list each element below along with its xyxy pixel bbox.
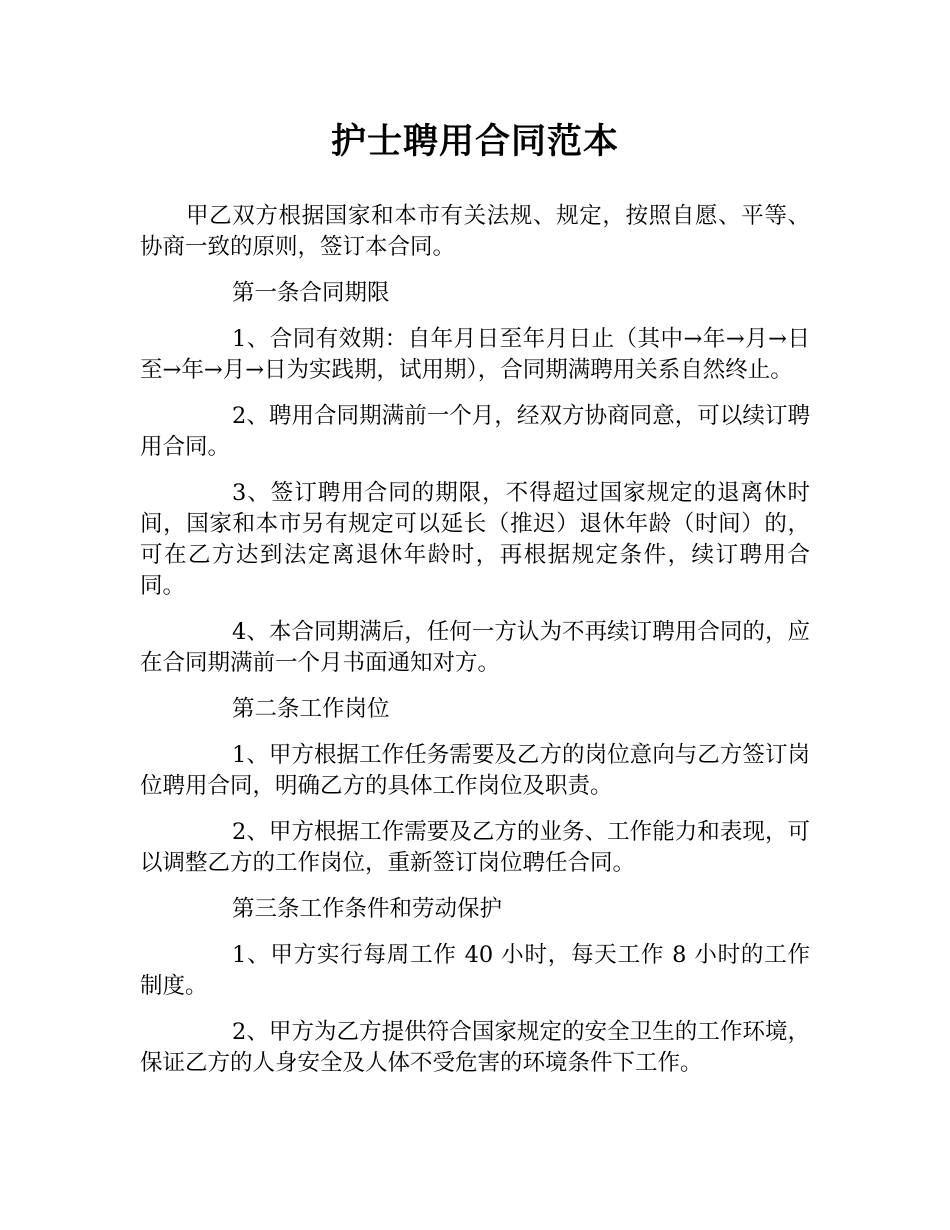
clause-paragraph: 2、聘用合同期满前一个月，经双方协商同意，可以续订聘用合同。 [140,403,810,460]
intro-paragraph: 甲乙双方根据国家和本市有关法规、规定，按照自愿、平等、协商一致的原则，签订本合同。 [140,203,810,260]
clause-paragraph: 1、合同有效期：自年月日至年月日止（其中→年→月→日至→年→月→日为实践期，试用期），合同期满聘用关系自然终止。 [140,326,810,383]
clause-paragraph: 3、签订聘用合同的期限，不得超过国家规定的退离休时间，国家和本市另有规定可以延长（推迟）退休年龄（时间）的，可在乙方达到法定离退休年龄时，再根据规定条件，续订聘用合同。 [140,480,810,599]
document-title: 护士聘用合同范本 [330,122,619,162]
section-heading-1: 第一条合同期限 [232,280,390,306]
clause-paragraph: 1、甲方根据工作任务需要及乙方的岗位意向与乙方签订岗位聘用合同，明确乙方的具体工作岗位及职责。 [140,742,810,799]
clause-paragraph: 1、甲方实行每周工作 40 小时，每天工作 8 小时的工作制度。 [140,942,810,999]
section-heading-2: 第二条工作岗位 [232,696,390,722]
clause-paragraph: 4、本合同期满后，任何一方认为不再续订聘用合同的，应在合同期满前一个月书面通知对方。 [140,619,810,676]
section-heading-3: 第三条工作条件和劳动保护 [232,896,503,922]
clause-paragraph: 2、甲方为乙方提供符合国家规定的安全卫生的工作环境，保证乙方的人身安全及人体不受危害的环境条件下工作。 [140,1019,810,1076]
document-body [140,201,810,1094]
clause-paragraph: 2、甲方根据工作需要及乙方的业务、工作能力和表现，可以调整乙方的工作岗位，重新签订岗位聘任合同。 [140,819,810,876]
